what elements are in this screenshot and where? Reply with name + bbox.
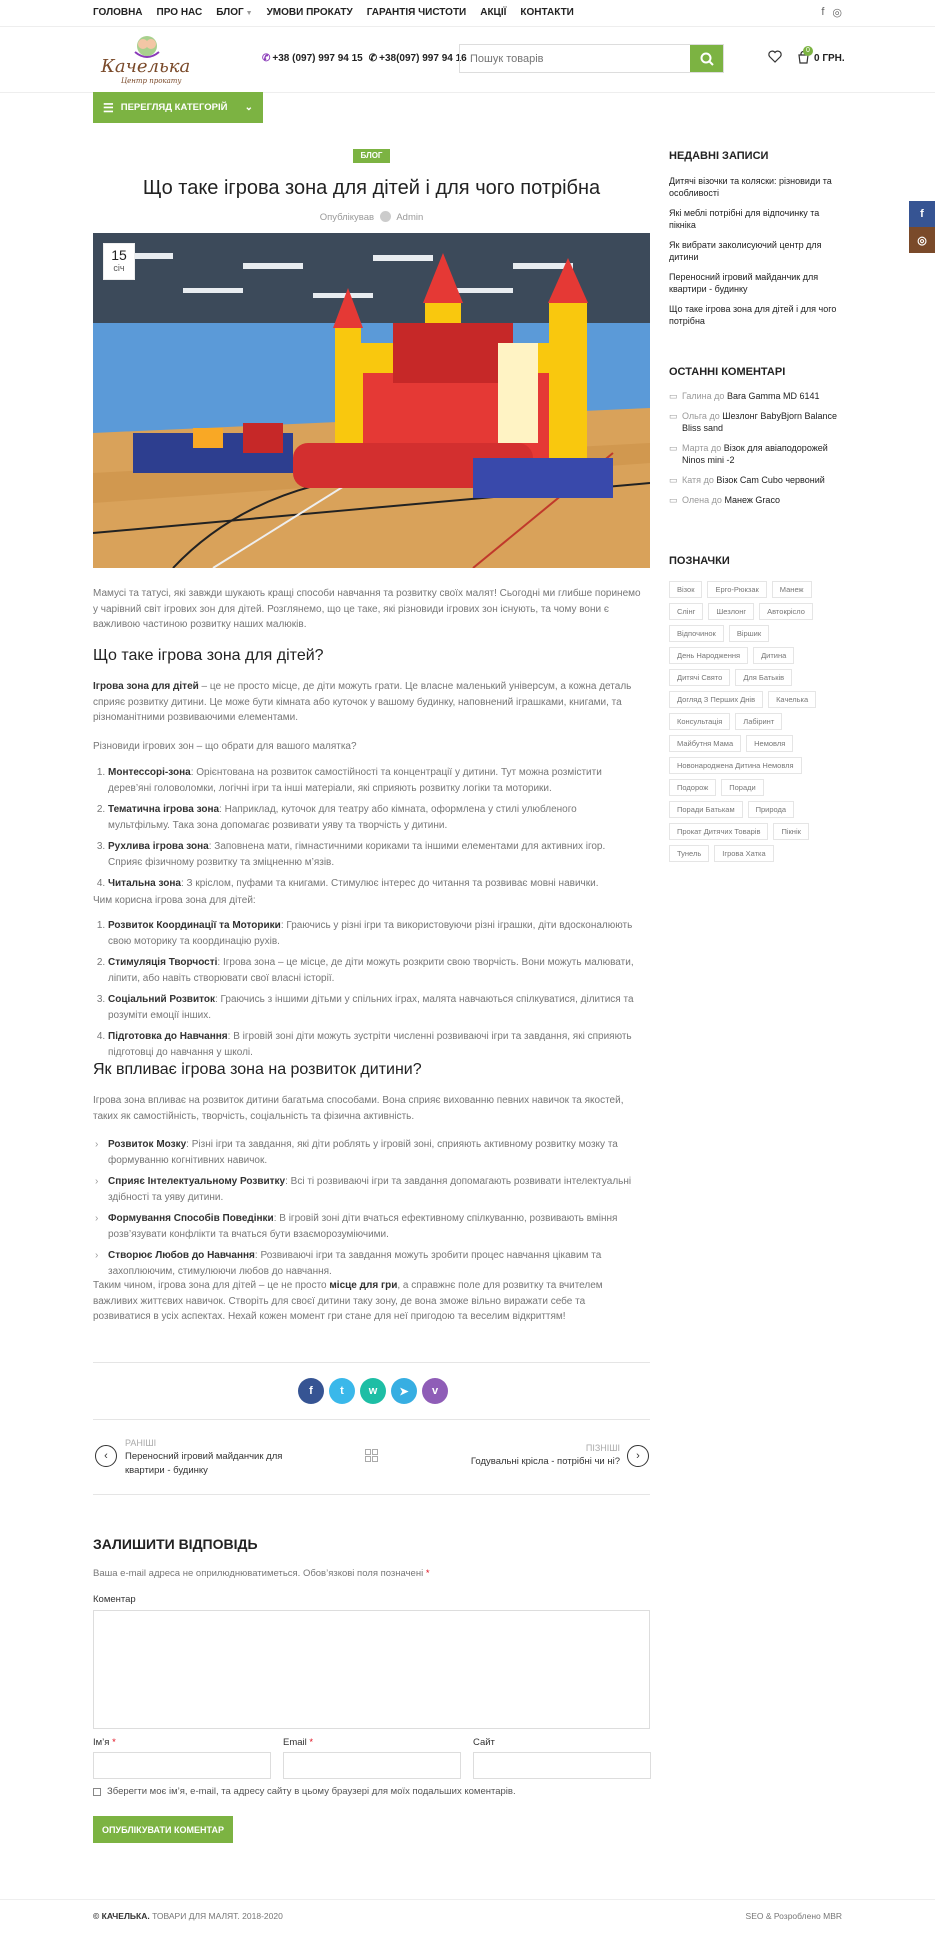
twitter-icon[interactable]: t xyxy=(329,1378,355,1404)
phone-2-text: +38(097) 997 94 16 xyxy=(379,53,467,64)
section-heading: Як впливає ігрова зона на розвиток дитини? xyxy=(93,1061,422,1078)
tag-link[interactable]: Ерго-Рюкзак xyxy=(707,581,766,598)
floating-social-bar xyxy=(909,201,935,253)
list-item-text: : Ігрова зона – це місце, де діти можуть розкрити свою творчість. Вони можуть малювати, ліпити, або навіть створювати свої власні історії. xyxy=(108,957,634,984)
post-date xyxy=(103,243,135,280)
list-item-term: Монтессорі-зона xyxy=(108,767,191,778)
list-item-text: : Граючись у різні ігри та використовуючи різні іграшки, діти вдосконалюють свою моторику та координацію рухів. xyxy=(108,920,633,947)
footer-copyright xyxy=(93,1911,283,1921)
viber-icon: ✆ xyxy=(262,53,271,64)
save-info-label: Зберегти моє ім’я, e-mail, та адресу сайту в цьому браузері для моїх подальших коментарів. xyxy=(107,1786,516,1797)
sidebar-heading: ПОЗНАЧКИ xyxy=(669,555,730,567)
definition-term: Ігрова зона для дітей xyxy=(93,681,199,692)
site-logo[interactable] xyxy=(95,32,197,86)
browse-categories-button[interactable] xyxy=(93,92,263,123)
list-item-text: : Різні ігри та завдання, які діти роблять у ігровій зоні, сприяють активному розвитку мозку та формуванню когнітивних навичок. xyxy=(108,1139,618,1166)
list-item-text: : Орієнтована на розвиток самостійності та концентрації у дитини. Тут можна розмістити дерев’яні головоломки, логічні ігри та інші матеріали, які сприяють розвитку логіки та моторики. xyxy=(108,767,602,794)
footer-copy-text: ТОВАРИ ДЛЯ МАЛЯТ. 2018-2020 xyxy=(149,1911,283,1921)
facebook-icon[interactable]: f xyxy=(298,1378,324,1404)
comment-form-title: ЗАЛИШИТИ ВІДПОВІДЬ xyxy=(93,1536,258,1552)
comment-item xyxy=(669,474,842,486)
comment-author: Марта xyxy=(682,443,709,453)
nav-item-contacts[interactable]: КОНТАКТИ xyxy=(520,7,574,18)
list-item xyxy=(108,876,641,892)
nav-item-rental-terms[interactable]: УМОВИ ПРОКАТУ xyxy=(266,7,353,18)
recent-post-link[interactable]: Як вибрати заколисуючий центр для дитини xyxy=(669,240,822,262)
name-field[interactable] xyxy=(93,1752,271,1779)
tag-link[interactable]: Дитячі Свято xyxy=(669,669,730,686)
benefits-intro: Чим корисна ігрова зона для дітей: xyxy=(93,895,256,906)
category-badge[interactable]: БЛОГ xyxy=(353,149,390,163)
next-post-label: ПІЗНІШІ xyxy=(585,1443,620,1453)
list-item xyxy=(108,992,641,1023)
comment-form-note xyxy=(93,1568,430,1579)
previous-post-title: Переносний ігровий майданчик для квартири - будинку xyxy=(125,1451,283,1476)
phone-1-text: +38 (097) 997 94 15 xyxy=(272,53,363,64)
nav-item-cleanliness[interactable]: ГАРАНТІЯ ЧИСТОТИ xyxy=(366,7,467,18)
sidebar-recent-comments xyxy=(669,366,842,514)
list-item xyxy=(108,1248,641,1279)
tag-link[interactable]: Тунель xyxy=(669,845,709,862)
logo-subtitle: Центр прокату xyxy=(121,77,182,85)
name-label xyxy=(93,1737,116,1748)
article-types-intro xyxy=(93,739,641,755)
definition-paragraph xyxy=(93,679,641,726)
comment-to: до xyxy=(709,411,720,421)
tag-link[interactable]: Для Батьків xyxy=(735,669,792,686)
instagram-icon[interactable]: ◎ xyxy=(909,227,935,253)
post-meta xyxy=(93,211,650,223)
required-mark: * xyxy=(112,1737,116,1748)
article-intro xyxy=(93,586,641,633)
comment-to: до xyxy=(714,391,725,401)
intro-paragraph: Мамусі та татусі, які завжди шукають кращі способи навчання та розвитку своїх малят! Сьогодні ми глибше поринемо у чарівний світ ігрових зон для дітей. Розглянемо, що це таке, які різновиди ігрових зон існують, та чому вони є важливою частиною розвитку наших малюків. xyxy=(93,588,641,630)
list-item-term: Рухлива ігрова зона xyxy=(108,841,209,852)
site-label: Сайт xyxy=(473,1737,495,1748)
tag-link[interactable]: Дитина xyxy=(753,647,794,664)
sidebar-tags xyxy=(669,555,842,862)
recent-post-link[interactable]: Дитячі візочки та коляски: різновиди та особливості xyxy=(669,176,832,198)
name-label-text: Ім’я xyxy=(93,1737,110,1748)
next-post-arrow-icon[interactable]: › xyxy=(627,1445,649,1467)
comment-author: Ольга xyxy=(682,411,707,421)
search-form xyxy=(459,44,724,73)
comment-to: до xyxy=(710,443,722,453)
list-item-text: : Всі ті розвиваючі ігри та завдання допомагають розвивати інтелектуальні здібності та уяву дитини. xyxy=(108,1176,632,1203)
recent-comments-list xyxy=(669,390,842,506)
tag-link[interactable]: Автокрісло xyxy=(759,603,813,620)
wishlist-icon[interactable] xyxy=(768,50,782,66)
meta-label: Опублікував xyxy=(319,212,375,223)
whatsapp-icon[interactable]: w xyxy=(360,1378,386,1404)
nav-item-about[interactable]: ПРО НАС xyxy=(156,7,203,18)
tag-link[interactable]: Майбутня Мама xyxy=(669,735,741,752)
save-info-checkbox-row xyxy=(93,1786,516,1797)
instagram-icon[interactable]: ◎ xyxy=(832,7,842,19)
divider xyxy=(0,1899,935,1900)
list-item-text: : Заповнена мати, гімнастичними кориками та іншими елементами для активних ігор. Сприяє фізичному розвитку та зміцненню м’язів. xyxy=(108,841,606,868)
chevron-down-icon: ⌄ xyxy=(244,102,253,113)
list-item xyxy=(108,802,641,833)
tag-link[interactable]: Подорож xyxy=(669,779,716,796)
list-item-term: Сприяє Інтелектуальному Розвитку xyxy=(108,1176,286,1187)
submit-comment-button[interactable]: ОПУБЛІКУВАТИ КОМЕНТАР xyxy=(93,1816,233,1843)
email-label xyxy=(283,1737,313,1748)
comment-to: до xyxy=(703,475,714,485)
email-label-text: Email xyxy=(283,1737,307,1748)
comment-item xyxy=(669,494,842,506)
section-heading: Що таке ігрова зона для дітей? xyxy=(93,647,324,664)
list-item xyxy=(108,918,641,949)
search-input[interactable] xyxy=(460,45,690,72)
save-info-checkbox[interactable] xyxy=(93,1788,101,1796)
sidebar-heading: ОСТАННІ КОМЕНТАРІ xyxy=(669,366,786,378)
avatar xyxy=(380,211,391,222)
comment-post-link[interactable]: Шезлонг BabyBjorn Balance Bliss sand xyxy=(682,411,837,433)
cart-total: 0 ГРН. xyxy=(814,52,845,64)
post-date-month: січ xyxy=(113,263,125,273)
list-item-text: : Наприклад, куточок для театру або кімната, оформлена у стилі улюбленого мультфільму. Така зона допомагає розвивати уяву та творчість у дитини. xyxy=(108,804,577,831)
list-item-term: Соціальний Розвиток xyxy=(108,994,215,1005)
tag-link[interactable]: Пікнік xyxy=(773,823,808,840)
tag-link[interactable]: Візок xyxy=(669,581,702,598)
tag-link[interactable]: Відпочинок xyxy=(669,625,724,642)
article-benefits-intro xyxy=(93,893,641,909)
comment-form-note-text: Ваша e-mail адреса не оприлюднюватиметься. Обов’язкові поля позначені xyxy=(93,1568,424,1579)
header-icons xyxy=(768,47,845,66)
list-item-term: Підготовка до Навчання xyxy=(108,1031,228,1042)
comment-post-link[interactable]: Візок для авіаподорожей Ninos mini -2 xyxy=(682,443,828,465)
list-item-term: Створює Любов до Навчання xyxy=(108,1250,255,1261)
nav-item-blog[interactable] xyxy=(216,7,252,18)
impact-paragraph: Ігрова зона впливає на розвиток дитини багатьма способами. Вона сприяє вихованню певних навичок та якостей, таких як самостійність, творчість, соціальність та фізична активність. xyxy=(93,1095,624,1122)
footer-credit[interactable]: SEO & Розроблено MBR xyxy=(745,1911,842,1921)
facebook-icon[interactable]: f xyxy=(821,6,825,18)
list-item-term: Формування Способів Поведінки xyxy=(108,1213,274,1224)
comment-textarea[interactable] xyxy=(93,1610,650,1729)
comment-author: Катя xyxy=(682,475,702,485)
search-icon xyxy=(700,52,714,66)
phone-2[interactable] xyxy=(369,53,467,64)
featured-image xyxy=(93,233,650,568)
tag-link[interactable]: Ігрова Хатка xyxy=(714,845,773,862)
conclusion-text-1: Таким чином, ігрова зона для дітей – це не просто xyxy=(93,1280,330,1291)
list-item xyxy=(108,839,641,870)
divider xyxy=(93,1419,650,1420)
list-item-term: Стимуляція Творчості xyxy=(108,957,218,968)
tag-link[interactable]: Качелька xyxy=(768,691,816,708)
list-item-term: Розвиток Координації та Моторики xyxy=(108,920,281,931)
grid-icon[interactable] xyxy=(365,1449,378,1465)
list-item-text: : Розвиваючі ігри та завдання можуть зробити процес навчання цікавим та захоплюючим, стимулюючи любов до навчання. xyxy=(108,1250,602,1277)
list-item xyxy=(108,1174,641,1205)
tag-cloud xyxy=(669,581,842,862)
divider xyxy=(93,1494,650,1495)
comment-item xyxy=(669,410,842,434)
recent-post-link[interactable]: Переносний ігровий майданчик для квартири - будинку xyxy=(669,272,819,294)
comment-label: Коментар xyxy=(93,1594,136,1605)
next-post-link[interactable] xyxy=(440,1441,620,1469)
effects-list xyxy=(93,1137,641,1279)
recent-post-link[interactable]: Що таке ігрова зона для дітей і для чого потрібна xyxy=(669,304,837,326)
list-item-term: Тематична ігрова зона xyxy=(108,804,220,815)
types-intro: Різновиди ігрових зон – що обрати для вашого малятка? xyxy=(93,741,357,752)
recent-posts-list xyxy=(669,175,842,327)
tag-link[interactable]: Немовля xyxy=(746,735,793,752)
definition-text: – це не просто місце, де діти можуть грати. Це власне маленький універсум, а кожна деталь сприяє розвитку дитини. Це може бути кімната або куточок у вашому будинку, наповнений іграшками, книгами, та різноманітними розвиваючими елементами. xyxy=(93,681,632,723)
logo-text: Качелька xyxy=(101,56,191,77)
article-section-1 xyxy=(93,648,650,664)
comment-author: Галина xyxy=(682,391,712,401)
previous-post-label: РАНІШІ xyxy=(125,1438,157,1448)
list-item-text: : Граючись з іншими дітьми у спільних іграх, малята навчаються спілкуватися, ділитися та розуміти емоції інших. xyxy=(108,994,634,1021)
types-list xyxy=(93,765,641,892)
article-section-2 xyxy=(93,1062,650,1078)
post-author[interactable]: Admin xyxy=(396,212,424,223)
conclusion-bold: місце для гри xyxy=(329,1280,398,1291)
cart-button[interactable] xyxy=(796,47,845,65)
recent-post-link[interactable]: Які меблі потрібні для відпочинку та пікніка xyxy=(669,208,820,230)
top-navigation xyxy=(93,7,574,18)
list-item xyxy=(108,1029,641,1060)
facebook-icon[interactable]: f xyxy=(909,201,935,227)
top-bar xyxy=(0,0,935,26)
post-date-day: 15 xyxy=(111,247,127,263)
tag-link[interactable]: Поради Батькам xyxy=(669,801,743,818)
chevron-down-icon: ▼ xyxy=(245,10,253,17)
list-item xyxy=(108,1211,641,1242)
list-item xyxy=(108,955,641,986)
website-field[interactable] xyxy=(473,1752,651,1779)
required-mark: * xyxy=(309,1737,314,1748)
tag-link[interactable]: Манеж xyxy=(772,581,812,598)
previous-post-link[interactable] xyxy=(125,1436,305,1478)
menu-icon: ☰ xyxy=(103,100,114,115)
viber-icon[interactable]: v xyxy=(422,1378,448,1404)
comment-to: до xyxy=(711,495,722,505)
phone-numbers xyxy=(262,53,467,64)
tag-link[interactable]: Слінг xyxy=(669,603,703,620)
phone-1[interactable] xyxy=(262,53,363,64)
phone-icon: ✆ xyxy=(368,53,378,64)
tag-link[interactable]: Догляд З Перших Днів xyxy=(669,691,763,708)
page-title: Що таке ігрова зона для дітей і для чого потрібна xyxy=(142,177,601,199)
tag-link[interactable]: Прокат Дитячих Товарів xyxy=(669,823,768,840)
tag-link[interactable]: Консультація xyxy=(669,713,730,730)
tag-link[interactable]: Природа xyxy=(748,801,794,818)
nav-item-home[interactable]: ГОЛОВНА xyxy=(93,7,143,18)
tag-link[interactable]: Поради xyxy=(721,779,763,796)
article-effects-list xyxy=(93,1137,641,1285)
tag-link[interactable]: Лабіринт xyxy=(735,713,782,730)
divider xyxy=(93,1362,650,1363)
comment-item xyxy=(669,390,842,402)
comment-post-link[interactable]: Манеж Graco xyxy=(724,495,780,505)
article-impact-intro xyxy=(93,1093,641,1124)
list-item xyxy=(108,765,641,796)
conclusion-paragraph xyxy=(93,1278,641,1325)
tag-link[interactable]: Шезлонг xyxy=(708,603,754,620)
footer-brand[interactable]: © КАЧЕЛЬКА. xyxy=(93,1911,150,1921)
sidebar-heading: НЕДАВНІ ЗАПИСИ xyxy=(669,150,769,162)
comment-post-link[interactable]: Bara Gamma MD 6141 xyxy=(726,391,820,401)
list-item-text: : В ігровій зоні діти вчаться ефективному спілкуванню, розвивають вміння розв’язувати конфлікти та вчаться бути взаєморозуміючими. xyxy=(108,1213,618,1240)
cart-count-badge: 0 xyxy=(803,46,813,56)
previous-post-arrow-icon[interactable]: ‹ xyxy=(95,1445,117,1467)
divider xyxy=(0,26,935,27)
comment-post-link[interactable]: Візок Cam Cubo червоний xyxy=(716,475,825,485)
article-definition xyxy=(93,679,641,726)
browse-categories-label: ПЕРЕГЛЯД КАТЕГОРІЙ xyxy=(120,102,228,113)
top-social-links xyxy=(821,6,842,19)
tag-link[interactable]: День Народження xyxy=(669,647,748,664)
list-item xyxy=(108,1137,641,1168)
benefits-list xyxy=(93,918,641,1060)
article-types-list xyxy=(93,765,641,898)
article-conclusion xyxy=(93,1278,641,1325)
comment-author: Олена xyxy=(682,495,710,505)
search-button[interactable] xyxy=(690,45,723,72)
sidebar-recent-posts xyxy=(669,150,842,335)
nav-item-blog-label: БЛОГ xyxy=(216,7,244,18)
telegram-icon[interactable]: ➤ xyxy=(391,1378,417,1404)
share-buttons xyxy=(298,1378,448,1404)
tag-link[interactable]: Віршик xyxy=(729,625,769,642)
required-mark: * xyxy=(425,1568,430,1579)
next-post-title: Годувальні крісла - потрібні чи ні? xyxy=(470,1456,620,1467)
conclusion-text-2: , а справжнє поле для розвитку та вчителем важливих життєвих навичок. Створіть для своєї дитини таку зону, де вона зможе вільно виражати себе та розвиватися в усіх аспектах. Нехай кожен момент гри стане для неї пригодою та веселим відкриттям! xyxy=(93,1280,603,1322)
email-field[interactable] xyxy=(283,1752,461,1779)
nav-item-promotions[interactable]: АКЦІЇ xyxy=(480,7,507,18)
article-benefits-list xyxy=(93,918,641,1066)
list-item-term: Розвиток Мозку xyxy=(108,1139,187,1150)
tag-link[interactable]: Новонароджена Дитина Немовля xyxy=(669,757,802,774)
article xyxy=(93,140,650,568)
list-item-term: Читальна зона xyxy=(108,878,181,889)
list-item-text: : В ігровій зоні діти можуть зустріти численні розвиваючі ігри та завдання, які сприяють підготовці до навчання у школі. xyxy=(108,1031,632,1058)
comment-item xyxy=(669,442,842,466)
list-item-text: : З кріслом, пуфами та книгами. Стимулює інтерес до читання та розвиває мовні навички. xyxy=(180,878,599,889)
